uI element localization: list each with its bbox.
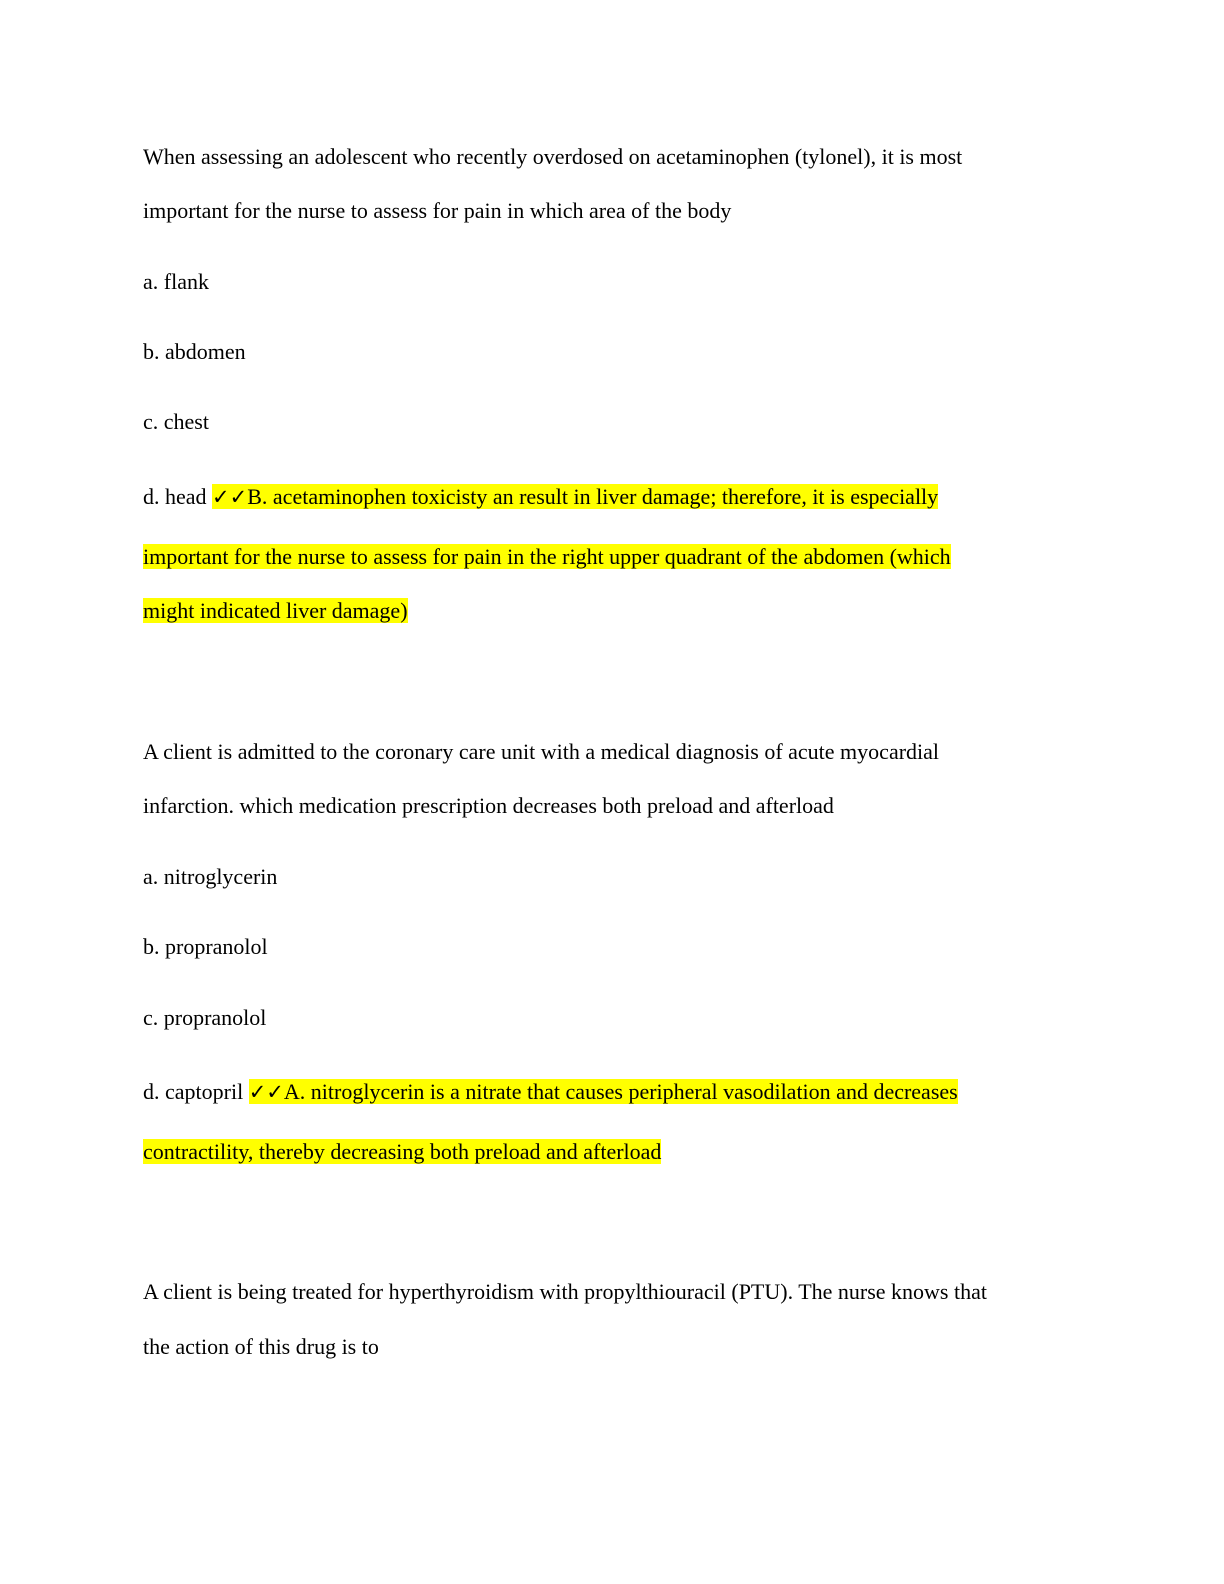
q3-stem-line-2: the action of this drug is to (143, 1334, 379, 1359)
q1-answer-line-3: might indicated liver damage) (143, 598, 408, 623)
q2-option-d: d. captopril (143, 1079, 244, 1104)
q1-option-b: b. abdomen (143, 339, 246, 364)
q2-stem-line-1: A client is admitted to the coronary care unit with a medical diagnosis of acute myocardial (143, 739, 940, 764)
q2-option-c: c. propranolol (143, 1005, 267, 1030)
q1-option-d-line (143, 483, 938, 511)
q1-answer-line-2: important for the nurse to assess for pain in the right upper quadrant of the abdomen (which (143, 544, 951, 569)
q1-option-a: a. flank (143, 269, 209, 294)
q2-stem-line-2: infarction. which medication prescription decreases both preload and afterload (143, 793, 834, 818)
q2-answer-line-2-row (143, 1138, 661, 1166)
q1-option-c: c. chest (143, 409, 209, 434)
q1-answer-line-1: B. acetaminophen toxicisty an result in liver damage; therefore, it is especially (247, 484, 939, 509)
q2-answer-line-1: A. nitroglycerin is a nitrate that causes peripheral vasodilation and decreases (283, 1079, 958, 1104)
q2-answer-highlight (249, 1079, 958, 1104)
q2-answer-line-2: contractility, thereby decreasing both preload and afterload (143, 1139, 662, 1164)
q1-answer-highlight (212, 484, 938, 509)
check-mark-icon: ✓✓ (248, 1080, 284, 1104)
q2-option-b: b. propranolol (143, 934, 268, 959)
q3-stem-line-1: A client is being treated for hyperthyroidism with propylthiouracil (PTU). The nurse knows that (143, 1279, 987, 1304)
check-mark-icon: ✓✓ (212, 485, 248, 509)
q1-answer-line-3-row (143, 597, 408, 625)
q2-option-a: a. nitroglycerin (143, 864, 278, 889)
q1-stem-line-2: important for the nurse to assess for pain in which area of the body (143, 198, 732, 223)
q1-option-d: d. head (143, 484, 207, 509)
q1-answer-line-2-row (143, 543, 951, 571)
q1-stem-line-1: When assessing an adolescent who recently overdosed on acetaminophen (tylonel), it is most (143, 144, 963, 169)
q2-option-d-line (143, 1078, 958, 1106)
